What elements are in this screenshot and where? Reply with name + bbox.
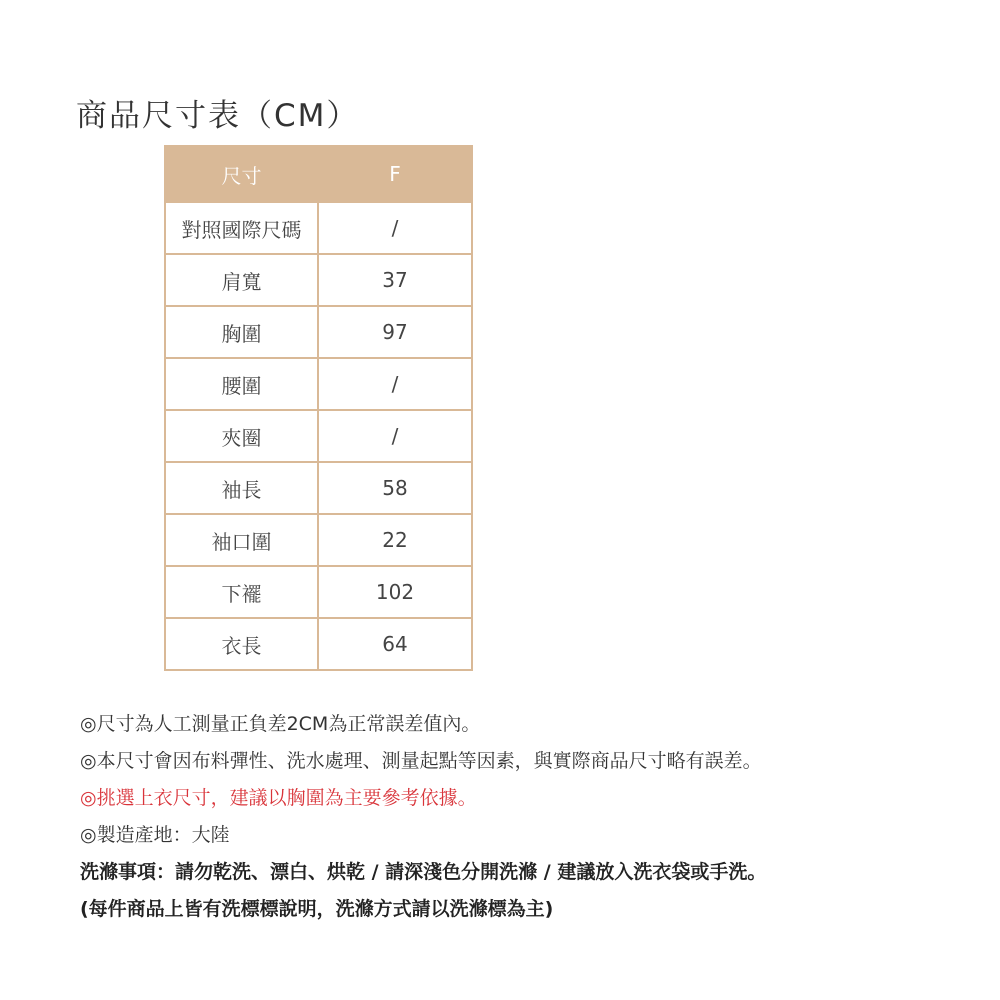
note-washing: 洗滌事項：請勿乾洗、漂白、烘乾 / 請深淺色分開洗滌 / 建議放入洗衣袋或手洗。 xyxy=(80,861,767,883)
note-origin: ◎製造產地：大陸 xyxy=(80,824,230,846)
note-washing-label: (每件商品上皆有洗標標說明，洗滌方式請以洗滌標為主) xyxy=(80,898,554,920)
row-label: 胸圍 xyxy=(165,306,318,358)
notes-section xyxy=(80,706,980,928)
row-value: 22 xyxy=(318,514,472,566)
row-label: 衣長 xyxy=(165,618,318,670)
row-value: 58 xyxy=(318,462,472,514)
table-header-f: F xyxy=(318,146,472,202)
row-label: 下襬 xyxy=(165,566,318,618)
row-label: 肩寬 xyxy=(165,254,318,306)
row-label: 夾圈 xyxy=(165,410,318,462)
row-value: 37 xyxy=(318,254,472,306)
note-size-variation: ◎本尺寸會因布料彈性、洗水處理、測量起點等因素，與實際商品尺寸略有誤差。 xyxy=(80,750,762,772)
note-size-selection: ◎挑選上衣尺寸，建議以胸圍為主要參考依據。 xyxy=(80,787,477,809)
table-row xyxy=(165,410,472,462)
row-label: 袖長 xyxy=(165,462,318,514)
page-title: 商品尺寸表（CM） xyxy=(76,98,360,134)
row-value: / xyxy=(318,202,472,254)
table-row xyxy=(165,618,472,670)
table-row xyxy=(165,514,472,566)
row-value: / xyxy=(318,410,472,462)
table-row xyxy=(165,306,472,358)
row-value: 102 xyxy=(318,566,472,618)
size-table xyxy=(164,145,473,671)
row-value: 97 xyxy=(318,306,472,358)
table-row xyxy=(165,566,472,618)
row-label: 對照國際尺碼 xyxy=(165,202,318,254)
table-row xyxy=(165,462,472,514)
note-measurement-error: ◎尺寸為人工測量正負差2CM為正常誤差值內。 xyxy=(80,713,481,735)
row-label: 袖口圍 xyxy=(165,514,318,566)
table-header-size: 尺寸 xyxy=(165,146,318,202)
table-row xyxy=(165,254,472,306)
table-row xyxy=(165,202,472,254)
row-value: / xyxy=(318,358,472,410)
row-value: 64 xyxy=(318,618,472,670)
table-header-row xyxy=(165,146,472,202)
table-row xyxy=(165,358,472,410)
row-label: 腰圍 xyxy=(165,358,318,410)
